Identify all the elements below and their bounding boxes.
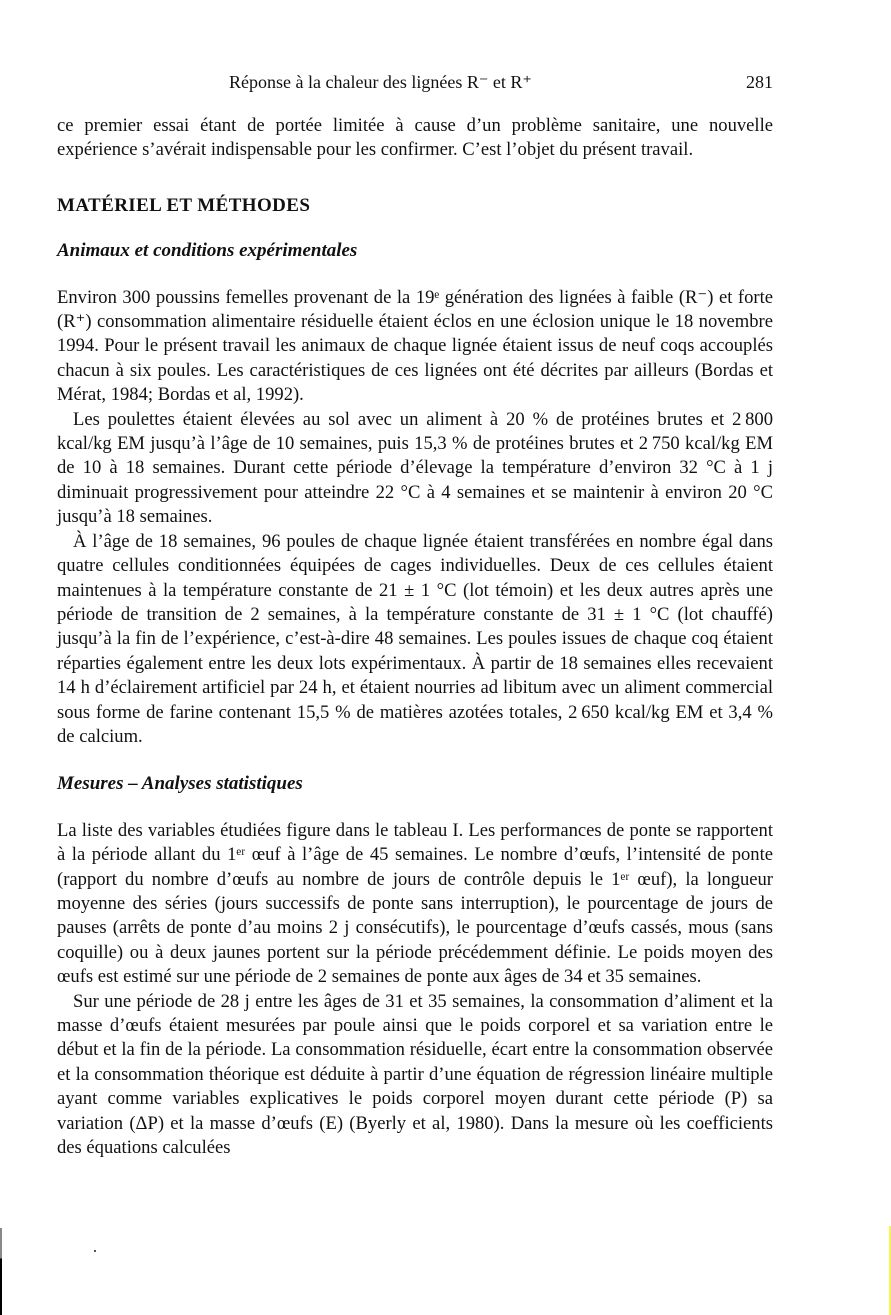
scan-speck [94, 1250, 96, 1252]
paragraph: Sur une période de 28 j entre les âges de 31 et 35 semaines, la consommation d’aliment et la masse d’œufs étaient mesurées par poule ainsi que le poids corporel et sa variation entre le début et la fin de la période. La consommation résiduelle, écart entre la consommation observée et la consommation théorique est déduite à partir d’une équation de régression linéaire multiple ayant comme variables explicatives le poids corporel moyen durant cette période (P) sa variation (ΔP) et la masse d’œufs (E) (Byerly et al, 1980). Dans la mesure où les coefficients des équations calculées [57, 990, 773, 1159]
running-head [57, 72, 773, 96]
subsection-heading-animals: Animaux et conditions expérimentales [57, 240, 358, 262]
body-text [57, 114, 773, 1160]
page-number: 281 [746, 72, 773, 92]
section-heading: MATÉRIEL ET MÉTHODES [57, 194, 311, 216]
scan-edge-left [0, 1228, 2, 1315]
paragraph: Les poulettes étaient élevées au sol avec un aliment à 20 % de protéines brutes et 2 800 kcal/kg EM jusqu’à l’âge de 10 semaines, puis 15,3 % de protéines brutes et 2 750 kcal/kg EM de 10 à 18 semaines. Durant cette période d’élevage la température d’environ 32 °C à 1 j diminuait progressivement pour atteindre 22 °C à 4 semaines et se maintenir à environ 20 °C jusqu’à 18 semaines. [57, 408, 773, 528]
paragraph: La liste des variables étudiées figure dans le tableau I. Les performances de ponte se rapportent à la période allant du 1ᵉʳ œuf à l’âge de 45 semaines. Le nombre d’œufs, l’intensité de ponte (rapport du nombre d’œufs au nombre de jours de contrôle depuis le 1ᵉʳ œuf), la longueur moyenne des séries (jours successifs de ponte sans interruption), le pourcentage de jours de pauses (arrêts de ponte d’au moins 2 j consécutifs), le pourcentage d’œufs cassés, mous (sans coquille) ou à deux jaunes portent sur la période précédemment définie. Le poids moyen des œufs est estimé sur une période de 2 semaines de ponte aux âges de 34 et 35 semaines. [57, 819, 773, 988]
subsection-heading-measures: Mesures – Analyses statistiques [57, 773, 303, 795]
running-title: Réponse à la chaleur des lignées R⁻ et R⁺ [229, 72, 532, 92]
paragraph: À l’âge de 18 semaines, 96 poules de chaque lignée étaient transférées en nombre égal dans quatre cellules conditionnées équipées de cages individuelles. Deux de ces cellules étaient maintenues à la température constante de 21 ± 1 °C (lot témoin) et les deux autres après une période de transition de 2 semaines, à la température constante de 31 ± 1 °C (lot chauffé) jusqu’à la fin de l’expérience, c’est-à-dire 48 semaines. Les poules issues de chaque coq étaient réparties également entre les deux lots expérimentaux. À partir de 18 semaines elles recevaient 14 h d’éclairement artificiel par 24 h, et étaient nourries ad libitum avec un aliment commercial sous forme de farine contenant 15,5 % de matières azotées totales, 2 650 kcal/kg EM et 3,4 % de calcium. [57, 530, 773, 747]
intro-paragraph: ce premier essai étant de portée limitée à cause d’un problème sanitaire, une nouvelle expérience s’avérait indispensable pour les confirmer. C’est l’objet du présent travail. [57, 115, 773, 161]
paragraph: Environ 300 poussins femelles provenant de la 19ᵉ génération des lignées à faible (R⁻) et forte (R⁺) consommation alimentaire résiduelle étaient éclos en une éclosion unique le 18 novembre 1994. Pour le présent travail les animaux de chaque lignée étaient issus de neuf coqs accouplés chacun à six poules. Les caractéristiques de ces lignées ont été décrites par ailleurs (Bordas et Mérat, 1984; Bordas et al, 1992). [57, 286, 773, 406]
